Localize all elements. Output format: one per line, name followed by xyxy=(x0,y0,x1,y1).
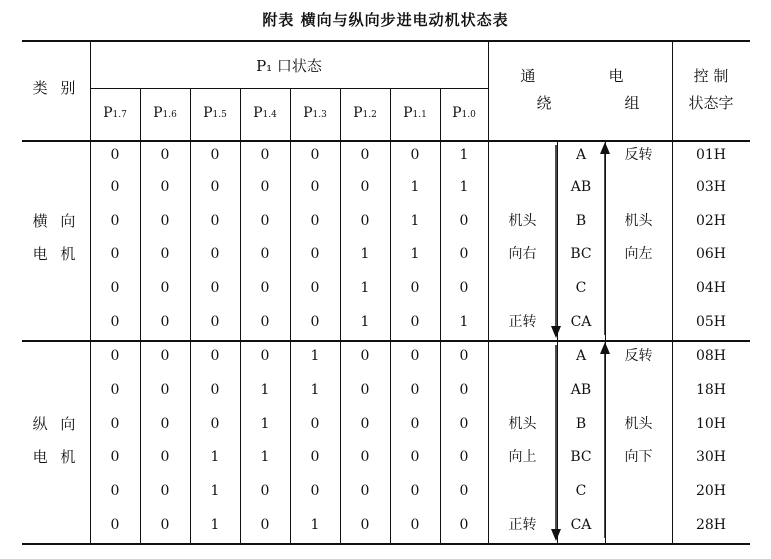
control-word-cell: 30H xyxy=(695,449,727,465)
bit-cell: 0 xyxy=(110,280,120,296)
bit-cell: 0 xyxy=(210,212,220,229)
bit-cell: 0 xyxy=(260,280,270,296)
bit-cell: 0 xyxy=(310,314,320,330)
bit-cell: 0 xyxy=(360,348,370,364)
direction-label: 机头 xyxy=(624,212,653,229)
bit-cell: 0 xyxy=(459,246,469,262)
bit-cell: 1 xyxy=(210,449,220,465)
winding-cell: BC xyxy=(570,449,592,465)
port-bit-header: P1.0 xyxy=(452,105,476,121)
winding-cell: A xyxy=(575,146,587,163)
bit-cell: 0 xyxy=(459,517,469,533)
direction-label: 正转 xyxy=(508,314,537,330)
bit-cell: 0 xyxy=(260,146,270,163)
bit-cell: 1 xyxy=(459,146,469,163)
bit-cell: 0 xyxy=(210,246,220,262)
control-word-cell: 28H xyxy=(695,517,727,533)
bit-cell: 1 xyxy=(360,314,370,330)
bit-cell: 0 xyxy=(410,146,420,163)
control-word-cell: 08H xyxy=(695,348,727,364)
bit-cell: 1 xyxy=(310,348,320,364)
bit-cell: 0 xyxy=(160,415,170,432)
bit-cell: 0 xyxy=(160,449,170,465)
bit-cell: 0 xyxy=(410,449,420,465)
bit-cell: 0 xyxy=(310,415,320,432)
control-word-cell: 03H xyxy=(695,179,727,195)
bit-cell: 0 xyxy=(410,280,420,296)
winding-cell: B xyxy=(575,415,587,432)
down-arrow-icon xyxy=(551,529,561,541)
bit-cell: 0 xyxy=(160,179,170,195)
bit-cell: 1 xyxy=(410,246,420,262)
bit-cell: 0 xyxy=(459,348,469,364)
control-word-cell: 10H xyxy=(695,415,727,432)
bit-cell: 0 xyxy=(110,382,120,398)
bit-cell: 0 xyxy=(459,449,469,465)
bit-cell: 0 xyxy=(210,314,220,330)
bit-cell: 0 xyxy=(410,382,420,398)
bit-cell: 0 xyxy=(110,517,120,533)
port-bit-header: P1.3 xyxy=(303,105,327,121)
control-word-cell: 05H xyxy=(695,314,727,330)
winding-cell: AB xyxy=(570,179,592,195)
bit-cell: 0 xyxy=(110,483,120,499)
bit-cell: 0 xyxy=(160,483,170,499)
bit-cell: 0 xyxy=(310,146,320,163)
winding-header: 组 xyxy=(624,94,640,112)
bit-cell: 0 xyxy=(260,179,270,195)
bit-cell: 0 xyxy=(160,146,170,163)
bit-cell: 0 xyxy=(210,348,220,364)
bit-cell: 0 xyxy=(410,348,420,364)
port-bit-header: P1.2 xyxy=(353,105,377,121)
winding-cell: B xyxy=(575,212,587,229)
bit-cell: 0 xyxy=(410,314,420,330)
port-bit-header: P1.7 xyxy=(103,105,127,121)
direction-label: 机头 xyxy=(508,212,537,229)
bit-cell: 0 xyxy=(160,280,170,296)
winding-cell: BC xyxy=(570,246,592,262)
control-word-cell: 20H xyxy=(695,483,727,499)
bit-cell: 0 xyxy=(110,246,120,262)
bit-cell: 0 xyxy=(459,212,469,229)
bit-cell: 1 xyxy=(459,314,469,330)
bit-cell: 0 xyxy=(210,280,220,296)
port-bit-header: P1.4 xyxy=(253,105,277,121)
table-title: 附表 横向与纵向步进电动机状态表 xyxy=(262,11,509,29)
winding-cell: CA xyxy=(570,314,592,330)
bit-cell: 0 xyxy=(459,415,469,432)
port-bit-header: P1.5 xyxy=(203,105,227,121)
bit-cell: 1 xyxy=(310,517,320,533)
direction-label: 机头 xyxy=(624,415,653,432)
port-state-header: P₁ 口状态 xyxy=(256,57,322,75)
direction-label: 机头 xyxy=(508,415,537,432)
bit-cell: 0 xyxy=(360,415,370,432)
direction-label: 向右 xyxy=(508,246,537,262)
bit-cell: 1 xyxy=(410,212,420,229)
direction-label: 向下 xyxy=(624,449,653,465)
bit-cell: 0 xyxy=(360,146,370,163)
bit-cell: 0 xyxy=(110,314,120,330)
bit-cell: 0 xyxy=(210,179,220,195)
motor-name: 纵 向 xyxy=(32,414,80,433)
bit-cell: 0 xyxy=(160,246,170,262)
control-header: 控 制 xyxy=(693,67,729,85)
bit-cell: 0 xyxy=(260,483,270,499)
bit-cell: 0 xyxy=(160,517,170,533)
bit-cell: 0 xyxy=(260,246,270,262)
bit-cell: 1 xyxy=(310,382,320,398)
bit-cell: 0 xyxy=(360,517,370,533)
bit-cell: 0 xyxy=(160,314,170,330)
control-word-cell: 04H xyxy=(695,280,727,296)
bit-cell: 0 xyxy=(310,212,320,229)
bit-cell: 0 xyxy=(410,415,420,432)
up-arrow-icon xyxy=(600,342,610,354)
bit-cell: 0 xyxy=(410,483,420,499)
bit-cell: 1 xyxy=(210,517,220,533)
bit-cell: 0 xyxy=(360,212,370,229)
motor-name: 电 机 xyxy=(32,245,80,263)
bit-cell: 0 xyxy=(160,382,170,398)
winding-cell: C xyxy=(575,483,587,499)
bit-cell: 0 xyxy=(110,179,120,195)
bit-cell: 0 xyxy=(360,449,370,465)
control-word-cell: 01H xyxy=(695,146,727,163)
port-bit-header: P1.6 xyxy=(153,105,177,121)
bit-cell: 0 xyxy=(260,517,270,533)
bit-cell: 0 xyxy=(110,449,120,465)
bit-cell: 0 xyxy=(110,348,120,364)
bit-cell: 0 xyxy=(310,179,320,195)
category-header: 类 别 xyxy=(32,79,80,97)
bit-cell: 0 xyxy=(110,212,120,229)
bit-cell: 1 xyxy=(360,246,370,262)
bit-cell: 1 xyxy=(459,179,469,195)
bit-cell: 0 xyxy=(260,314,270,330)
winding-cell: A xyxy=(575,348,587,364)
bit-cell: 0 xyxy=(310,449,320,465)
bit-cell: 0 xyxy=(260,348,270,364)
bit-cell: 0 xyxy=(210,415,220,432)
winding-header: 绕 xyxy=(536,94,552,112)
bit-cell: 0 xyxy=(459,382,469,398)
bit-cell: 0 xyxy=(110,146,120,163)
bit-cell: 0 xyxy=(459,280,469,296)
bit-cell: 0 xyxy=(310,483,320,499)
winding-header: 通 xyxy=(520,67,536,85)
bit-cell: 0 xyxy=(410,517,420,533)
bit-cell: 0 xyxy=(210,382,220,398)
bit-cell: 0 xyxy=(360,179,370,195)
bit-cell: 1 xyxy=(260,382,270,398)
winding-cell: CA xyxy=(570,517,592,533)
bit-cell: 1 xyxy=(360,280,370,296)
direction-label: 反转 xyxy=(624,146,653,163)
bit-cell: 1 xyxy=(410,179,420,195)
bit-cell: 1 xyxy=(260,449,270,465)
control-header: 状态字 xyxy=(688,94,734,112)
motor-name: 横 向 xyxy=(32,211,80,230)
bit-cell: 0 xyxy=(310,246,320,262)
control-word-cell: 02H xyxy=(695,212,727,229)
bit-cell: 0 xyxy=(360,483,370,499)
bit-cell: 0 xyxy=(210,146,220,163)
winding-cell: C xyxy=(575,280,587,296)
bit-cell: 1 xyxy=(210,483,220,499)
bit-cell: 0 xyxy=(459,483,469,499)
bit-cell: 0 xyxy=(160,212,170,229)
control-word-cell: 18H xyxy=(695,382,727,398)
motor-name: 电 机 xyxy=(32,448,80,466)
bit-cell: 0 xyxy=(160,348,170,364)
winding-cell: AB xyxy=(570,382,592,398)
port-bit-header: P1.1 xyxy=(403,105,427,121)
direction-label: 反转 xyxy=(624,348,653,364)
direction-label: 向左 xyxy=(624,246,653,262)
bit-cell: 1 xyxy=(260,415,270,432)
direction-label: 正转 xyxy=(508,517,537,533)
direction-label: 向上 xyxy=(508,449,537,465)
winding-header: 电 xyxy=(608,67,624,85)
bit-cell: 0 xyxy=(260,212,270,229)
bit-cell: 0 xyxy=(110,415,120,432)
bit-cell: 0 xyxy=(360,382,370,398)
bit-cell: 0 xyxy=(310,280,320,296)
control-word-cell: 06H xyxy=(695,246,727,262)
